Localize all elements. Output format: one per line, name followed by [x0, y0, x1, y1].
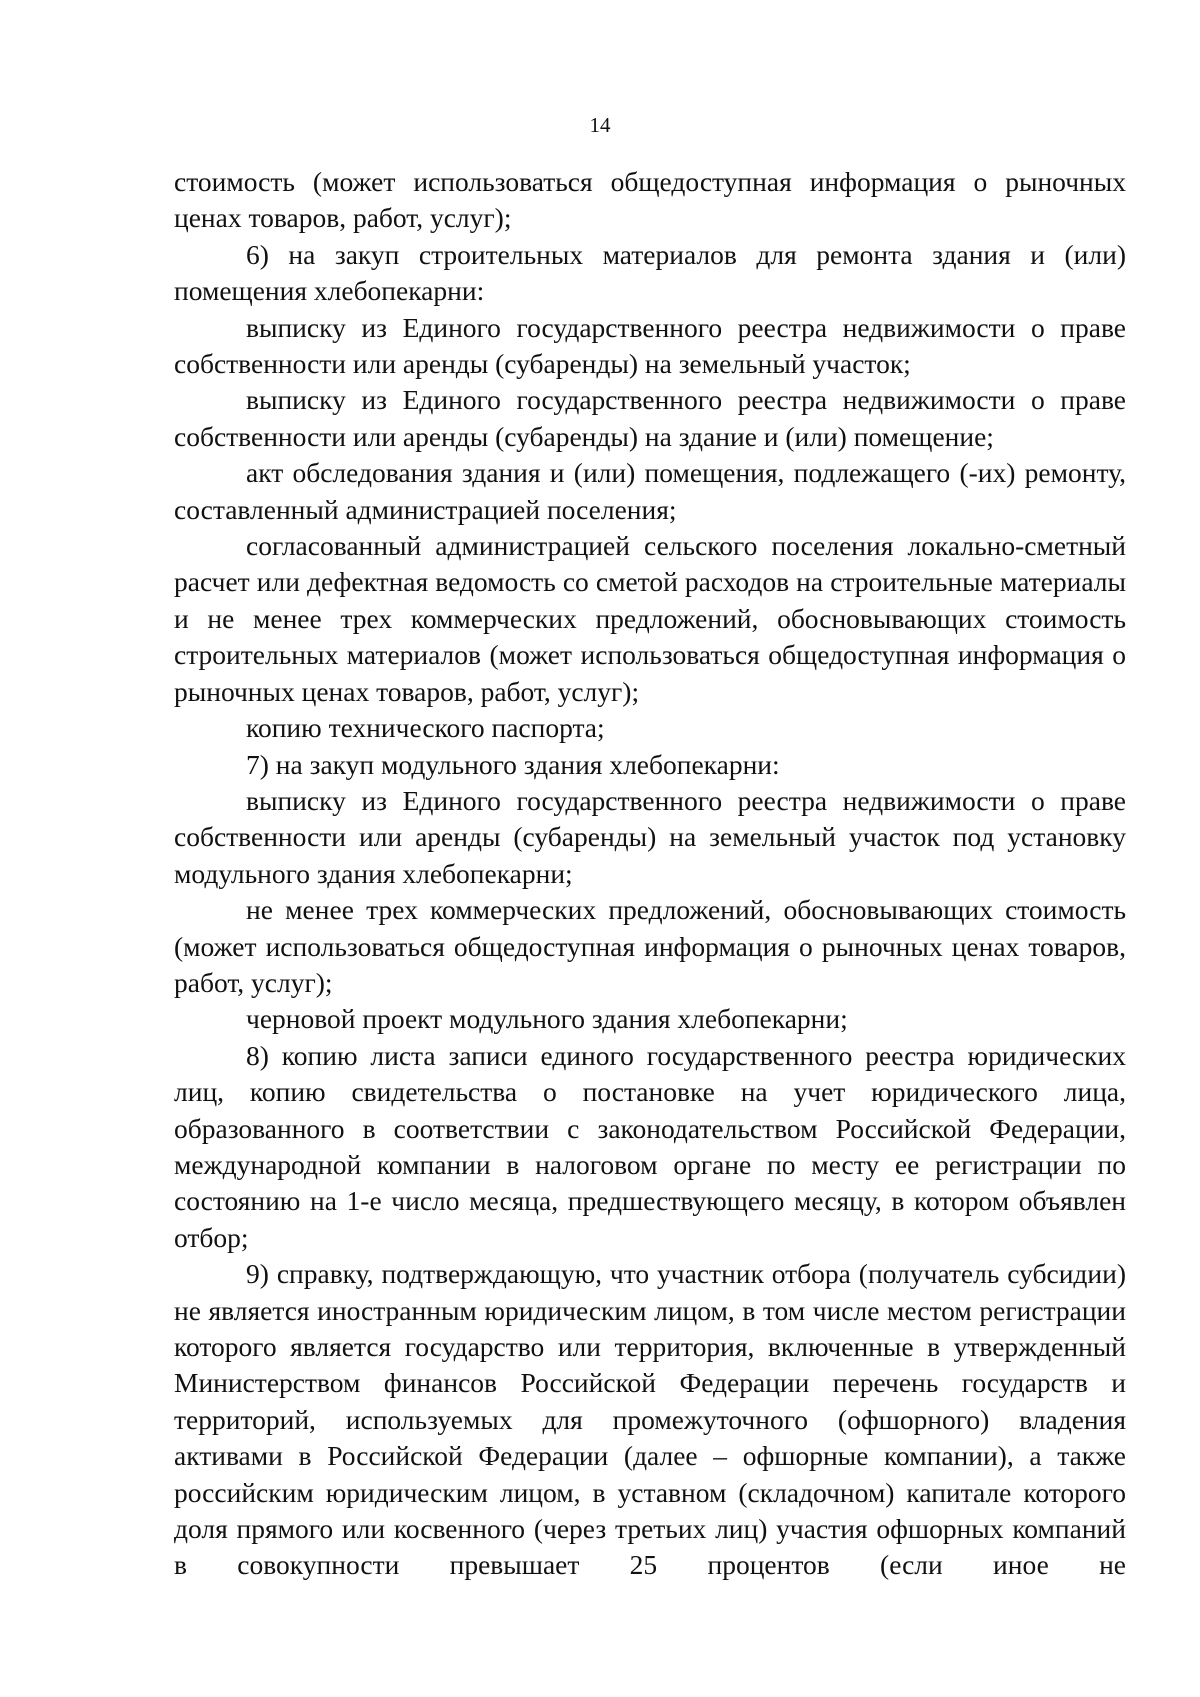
paragraph-item-9: 9) справку, подтверждающую, что участник отбора (получатель субсидии) не является иностранным юридическим лицом, в том числе местом регистрации которого является государство или территория, включенные в утвержденный Министерством финансов Российской Федерации перечень государств и территорий, используемых для промежуточного (офшорного) владения активами в Российской Федерации (далее – офшорные компании), а также российским юридическим лицом, в уставном (складочном) капитале которого доля прямого или косвенного (через третьих лиц) участия офшорных компаний в совокупности превышает 25 процентов (если иное не — [174, 1258, 1126, 1581]
document-body — [174, 164, 1126, 1584]
paragraph-commercial-offers: не менее трех коммерческих предложений, обосновывающих стоимость (может использоваться общедоступная информация о рыночных ценах товаров, работ, услуг); — [174, 894, 1126, 998]
paragraph-draft-project: черновой проект модульного здания хлебопекарни; — [246, 1003, 848, 1035]
paragraph-continuation: стоимость (может использоваться общедоступная информация о рыночных ценах товаров, работ, услуг); — [174, 166, 1126, 234]
paragraph-building-extract: выписку из Единого государственного реестра недвижимости о праве собственности или аренды (субаренды) на здание и (или) помещение; — [174, 384, 1126, 452]
paragraph-item-6: 6) на закуп строительных материалов для ремонта здания и (или) помещения хлебопекарни: — [174, 238, 1126, 307]
paragraph-modular-land-extract: выписку из Единого государственного реестра недвижимости о праве собственности или аренды (субаренды) на земельный участок под установку модульного здания хлебопекарни; — [174, 784, 1126, 889]
paragraph-land-extract: выписку из Единого государственного реестра недвижимости о праве собственности или аренды (субаренды) на земельный участок; — [174, 311, 1126, 380]
page-number: 14 — [589, 113, 611, 137]
paragraph-item-8: 8) копию листа записи единого государственного реестра юридических лиц, копию свидетельства о постановке на учет юридического лица, образованного в соответствии с законодательством Российской Федерации, международной компании в налоговом органе по месту ее регистрации по состоянию на 1-е число месяца, предшествующего месяцу, в котором объявлен отбор; — [174, 1039, 1126, 1253]
paragraph-inspection-act: акт обследования здания и (или) помещения, подлежащего (-их) ремонту, составленный администрацией поселения; — [174, 457, 1126, 525]
paragraph-estimate: согласованный администрацией сельского поселения локально-сметный расчет или дефектная ведомость со сметой расходов на строительные материалы и не менее трех коммерческих предложений, обосновывающих стоимость строительных материалов (может использоваться общедоступная информация о рыночных ценах товаров, работ, услуг); — [174, 530, 1126, 707]
paragraph-technical-passport: копию технического паспорта; — [246, 712, 605, 744]
paragraph-item-7: 7) на закуп модульного здания хлебопекарни: — [246, 748, 780, 780]
